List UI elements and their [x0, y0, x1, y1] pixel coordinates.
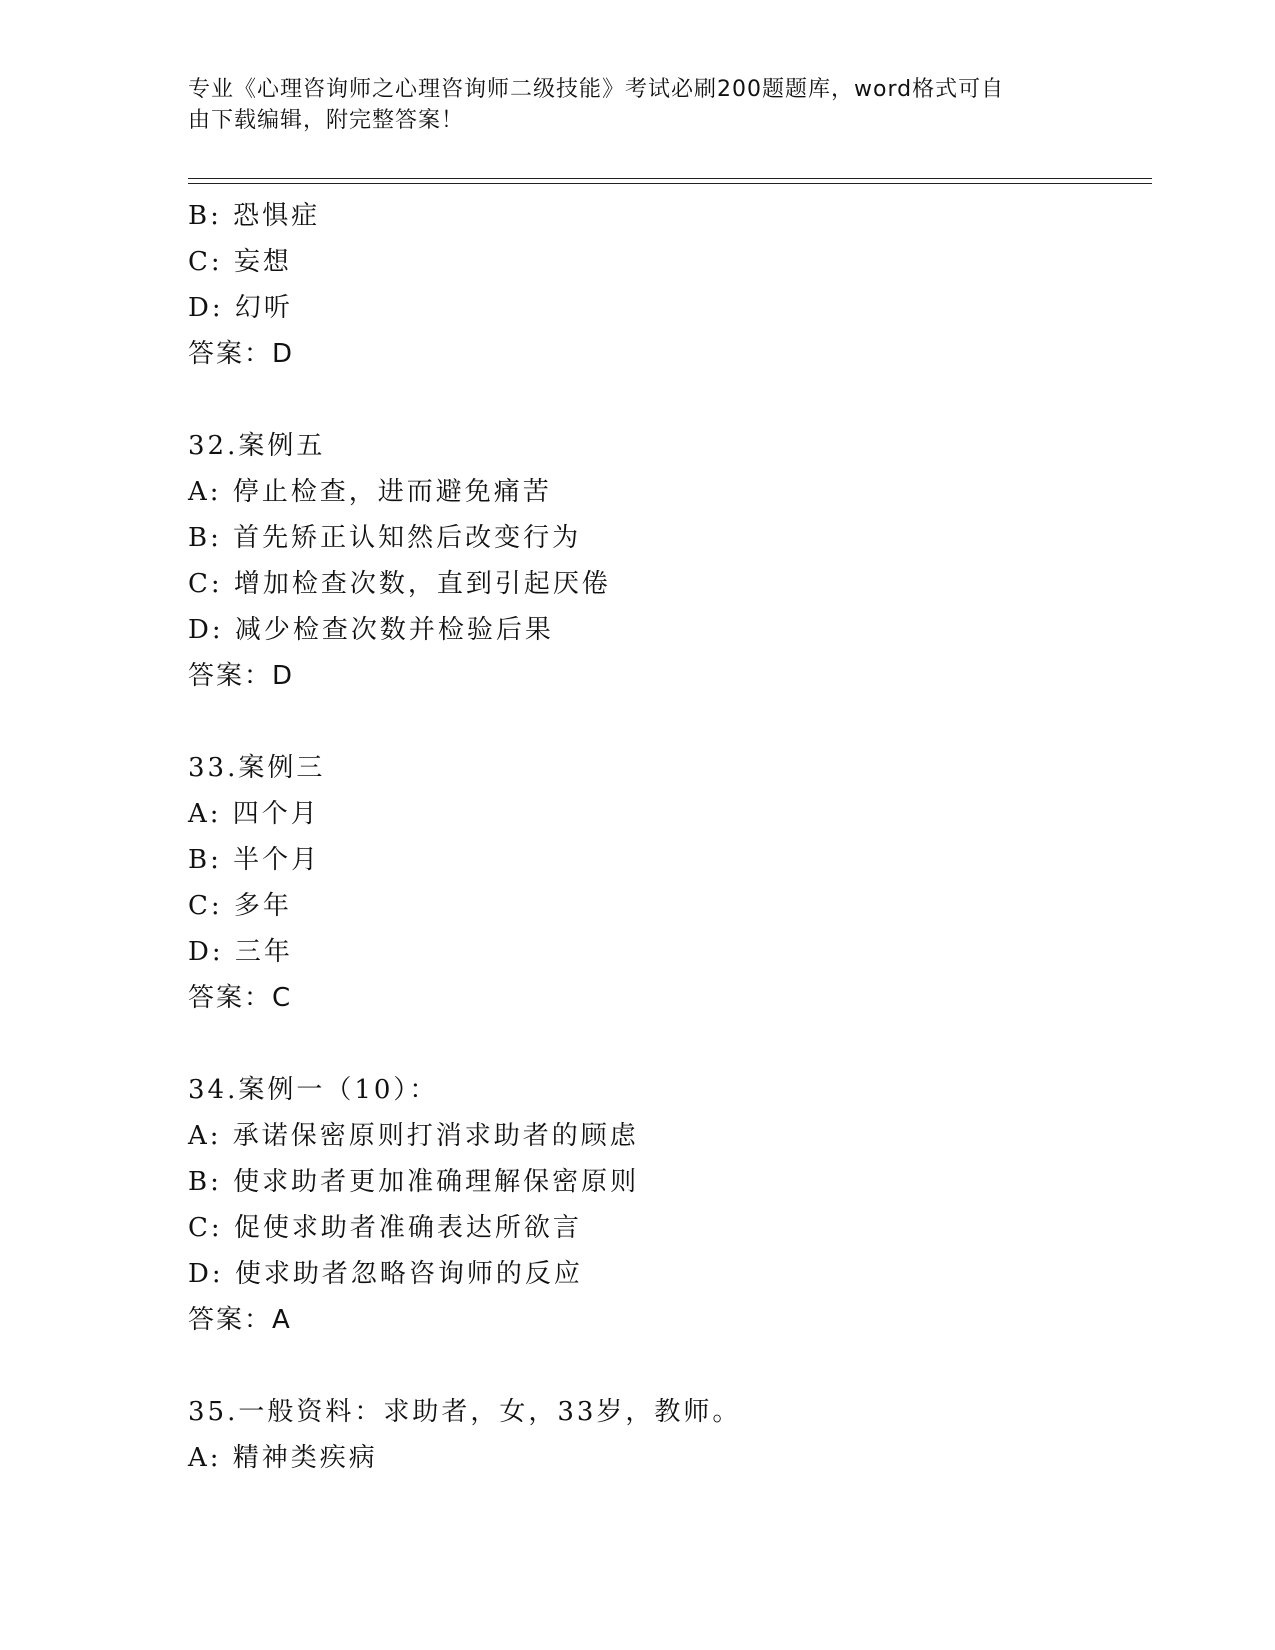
answer-line: 答案：C: [188, 983, 293, 1013]
header-line-1: 专业《心理咨询师之心理咨询师二级技能》考试必刷200题题库，word格式可自: [188, 77, 1005, 102]
question-title: 32.案例五: [188, 431, 326, 461]
option-a: A: 精神类疾病: [188, 1443, 378, 1473]
option-b: B: 首先矫正认知然后改变行为: [188, 523, 582, 553]
option-c: C: 妄想: [188, 247, 292, 277]
question-title: 34.案例一（10）：: [188, 1075, 439, 1105]
option-d: D: 幻听: [188, 293, 293, 323]
header-line-2: 由下载编辑，附完整答案！: [188, 108, 465, 133]
question-fragment-31: [188, 193, 1148, 377]
option-d: D: 使求助者忽略咨询师的反应: [188, 1259, 583, 1289]
answer-line: 答案：A: [188, 1305, 292, 1335]
option-d: D: 减少检查次数并检验后果: [188, 615, 554, 645]
option-b: B: 半个月: [188, 845, 321, 875]
option-d: D: 三年: [188, 937, 293, 967]
option-b: B: 恐惧症: [188, 201, 321, 231]
option-b: B: 使求助者更加准确理解保密原则: [188, 1167, 640, 1197]
option-a: A: 承诺保密原则打消求助者的顾虑: [188, 1121, 639, 1151]
document-header: [188, 74, 1068, 136]
spacer: [188, 699, 1148, 745]
option-c: C: 多年: [188, 891, 292, 921]
option-a: A: 停止检查，进而避免痛苦: [188, 477, 552, 507]
header-divider-bottom: [188, 183, 1152, 184]
spacer: [188, 1343, 1148, 1389]
question-title: 35.一般资料：求助者，女，33岁，教师。: [188, 1397, 742, 1427]
option-a: A: 四个月: [188, 799, 320, 829]
option-c: C: 促使求助者准确表达所欲言: [188, 1213, 582, 1243]
answer-line: 答案：D: [188, 661, 295, 691]
question-title: 33.案例三: [188, 753, 326, 783]
question-list: [188, 193, 1148, 1481]
spacer: [188, 1021, 1148, 1067]
spacer: [188, 377, 1148, 423]
question-32: [188, 423, 1148, 699]
option-c: C: 增加检查次数，直到引起厌倦: [188, 569, 611, 599]
question-34: [188, 1067, 1148, 1343]
question-35: [188, 1389, 1148, 1481]
answer-line: 答案：D: [188, 339, 295, 369]
header-divider-top: [188, 178, 1152, 179]
question-33: [188, 745, 1148, 1021]
